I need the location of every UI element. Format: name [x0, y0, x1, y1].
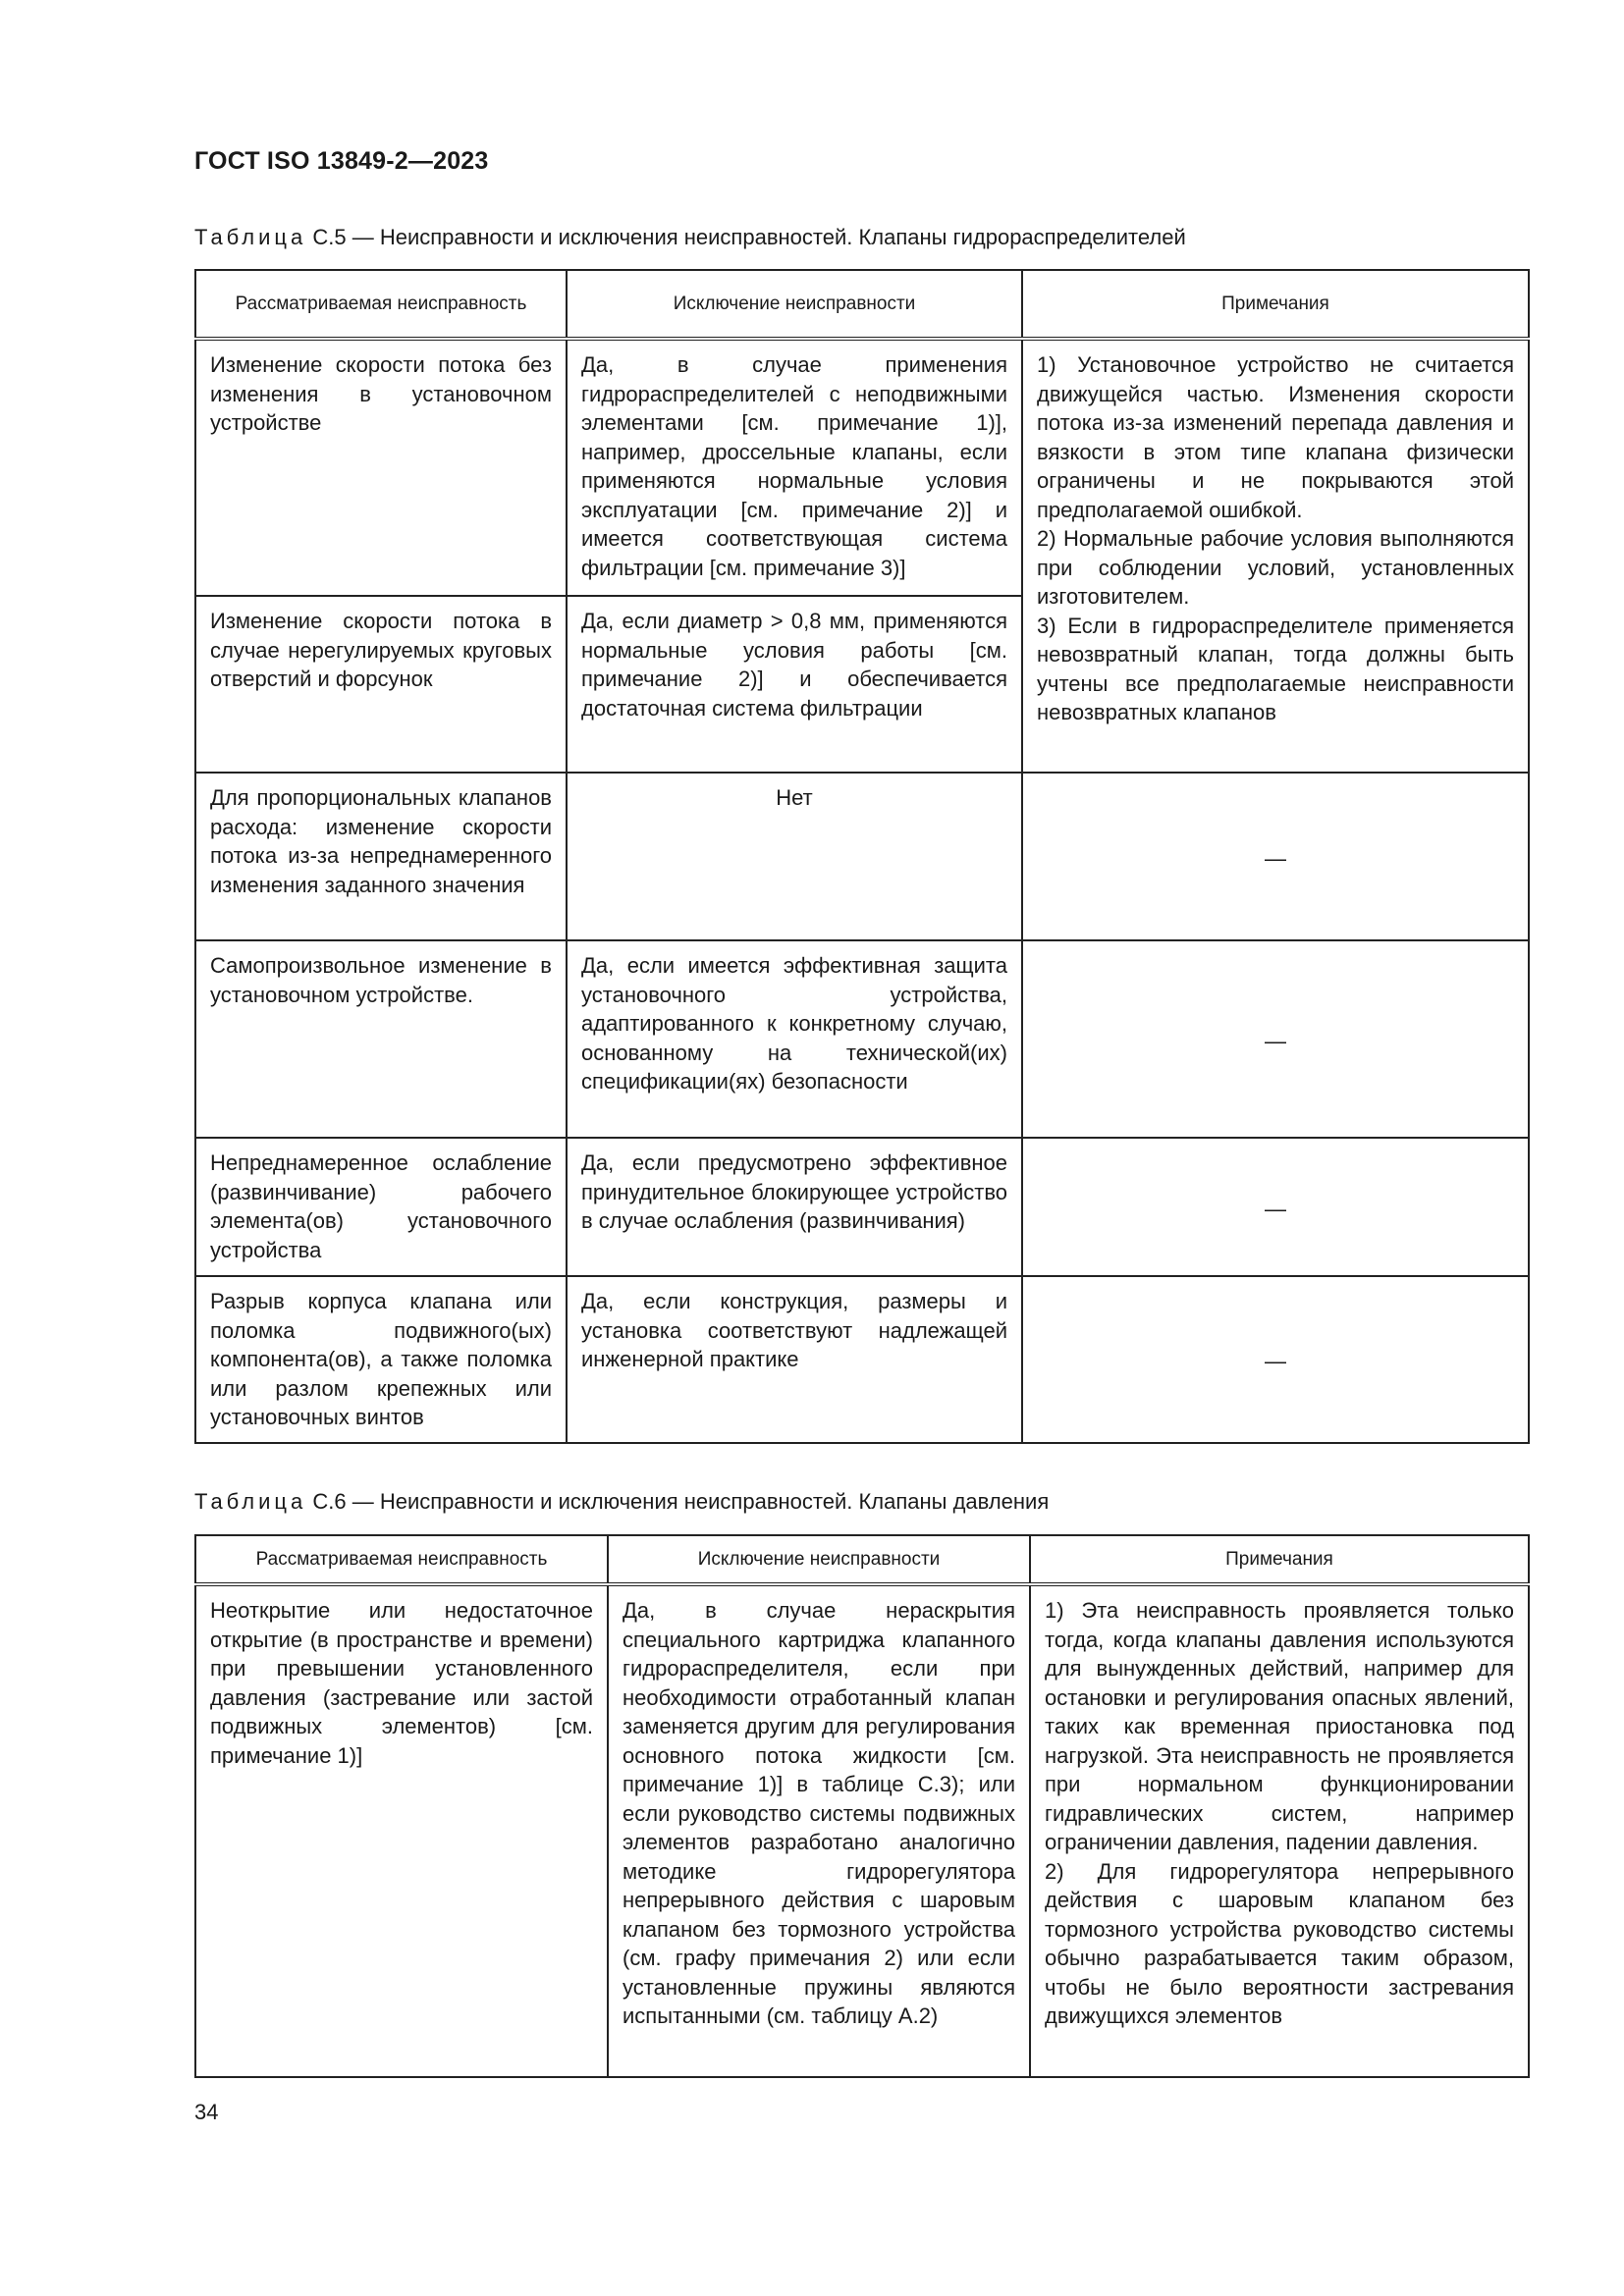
caption-text: С.6 — Неисправности и исключения неисправностей. Клапаны давления — [306, 1489, 1050, 1514]
fault-cell: Непреднамеренное ослабление (развинчивание) рабочего элемента(ов) установочного устройства — [195, 1138, 567, 1276]
table-c6 — [194, 1534, 1530, 2078]
note-1: 1) Эта неисправность проявляется только тогда, когда клапаны давления используются для вынужденных действий, например для остановки и регулирования опасных явлений, таких как временная приостановка под нагрузкой. Эта неисправность не проявляется при нормальном функционировании гидравлических систем, например ограничении давления, падении давления. — [1045, 1598, 1514, 1854]
fault-cell: Разрыв корпуса клапана или поломка подвижного(ых) компонента(ов), а также поломка или разлом крепежных или установочных винтов — [195, 1276, 567, 1443]
table-row — [195, 1276, 1529, 1443]
note-dash: — — [1022, 940, 1529, 1138]
table-row — [195, 1138, 1529, 1276]
table-row — [195, 1584, 1529, 2077]
header-fault: Рассматриваемая неисправность — [195, 270, 567, 339]
exclusion-cell: Да, в случае нераскрытия специального картриджа клапанного гидрораспределителя, если при необходимости отработанный клапан заменяется другим для регулирования основного потока жидкости [см. примечание 1)] в таблице С.3); или если руководство системы подвижных элементов разработано аналогично методике гидрорегулятора непрерывного действия с шаровым клапаном без тормозного устройства (см. графу примечания 2) или если установленные пружины являются испытанными (см. таблицу А.2) — [608, 1584, 1030, 2077]
table-row — [195, 339, 1529, 596]
shared-notes-cell — [1022, 339, 1529, 773]
header-notes: Примечания — [1030, 1535, 1529, 1584]
caption-label: Таблица — [194, 1489, 307, 1514]
table-row — [195, 940, 1529, 1138]
note-2: 2) Нормальные рабочие условия выполняются при соблюдении условий, установленных изготовителем. — [1037, 526, 1514, 609]
document-code: ГОСТ ISO 13849-2—2023 — [194, 147, 489, 175]
fault-cell: Неоткрытие или недостаточное открытие (в пространстве и времени) при превышении установленного давления (застревание или застой подвижных элементов) [см. примечание 1)] — [195, 1584, 608, 2077]
table-c5 — [194, 269, 1530, 1444]
note-1: 1) Установочное устройство не считается движущейся частью. Изменения скорости потока из-за изменений перепада давления и вязкости в этом типе клапана физически ограничены и не покрываются этой предполагаемой ошибкой. — [1037, 352, 1514, 522]
exclusion-cell: Да, в случае применения гидрораспределителей с неподвижными элементами [см. примечание 1)], например, дроссельные клапаны, если применяются нормальные условия эксплуатации [см. примечание 2)] и имеется соответствующая система фильтрации [см. примечание 3)] — [567, 339, 1022, 596]
exclusion-cell: Да, если имеется эффективная защита установочного устройства, адаптированного к конкретному случаю, основанному на технической(их) спецификации(ях) безопасности — [567, 940, 1022, 1138]
fault-cell: Изменение скорости потока в случае нерегулируемых круговых отверстий и форсунок — [195, 596, 567, 773]
notes-cell — [1030, 1584, 1529, 2077]
exclusion-cell: Да, если конструкция, размеры и установка соответствуют надлежащей инженерной практике — [567, 1276, 1022, 1443]
note-dash: — — [1022, 1138, 1529, 1276]
exclusion-cell: Да, если диаметр > 0,8 мм, применяются нормальные условия работы [см. примечание 2)] и обеспечивается достаточная система фильтрации — [567, 596, 1022, 773]
table-c6-caption — [194, 1488, 1049, 1516]
fault-cell: Самопроизвольное изменение в установочном устройстве. — [195, 940, 567, 1138]
exclusion-cell: Нет — [567, 773, 1022, 940]
note-3: 3) Если в гидрораспределителе применяется невозвратный клапан, тогда должны быть учтены все предполагаемые неисправности невозвратных клапанов — [1037, 613, 1514, 724]
header-fault: Рассматриваемая неисправность — [195, 1535, 608, 1584]
fault-cell: Изменение скорости потока без изменения в установочном устройстве — [195, 339, 567, 596]
note-dash: — — [1022, 1276, 1529, 1443]
caption-label: Таблица — [194, 225, 307, 249]
table-c5-caption — [194, 224, 1186, 251]
exclusion-cell: Да, если предусмотрено эффективное принудительное блокирующее устройство в случае ослабления (развинчивания) — [567, 1138, 1022, 1276]
note-2: 2) Для гидрорегулятора непрерывного действия с шаровым клапаном без тормозного устройства руководство системы обычно разрабатывается таким образом, чтобы не было вероятности застревания движущихся элементов — [1045, 1858, 1514, 2028]
header-notes: Примечания — [1022, 270, 1529, 339]
fault-cell: Для пропорциональных клапанов расхода: изменение скорости потока из-за непреднамеренного изменения заданного значения — [195, 773, 567, 940]
note-dash: — — [1022, 773, 1529, 940]
table-row — [195, 773, 1529, 940]
header-exclusion: Исключение неисправности — [567, 270, 1022, 339]
page-number: 34 — [194, 2100, 219, 2124]
header-exclusion: Исключение неисправности — [608, 1535, 1030, 1584]
caption-text: С.5 — Неисправности и исключения неисправностей. Клапаны гидрораспределителей — [306, 225, 1186, 249]
